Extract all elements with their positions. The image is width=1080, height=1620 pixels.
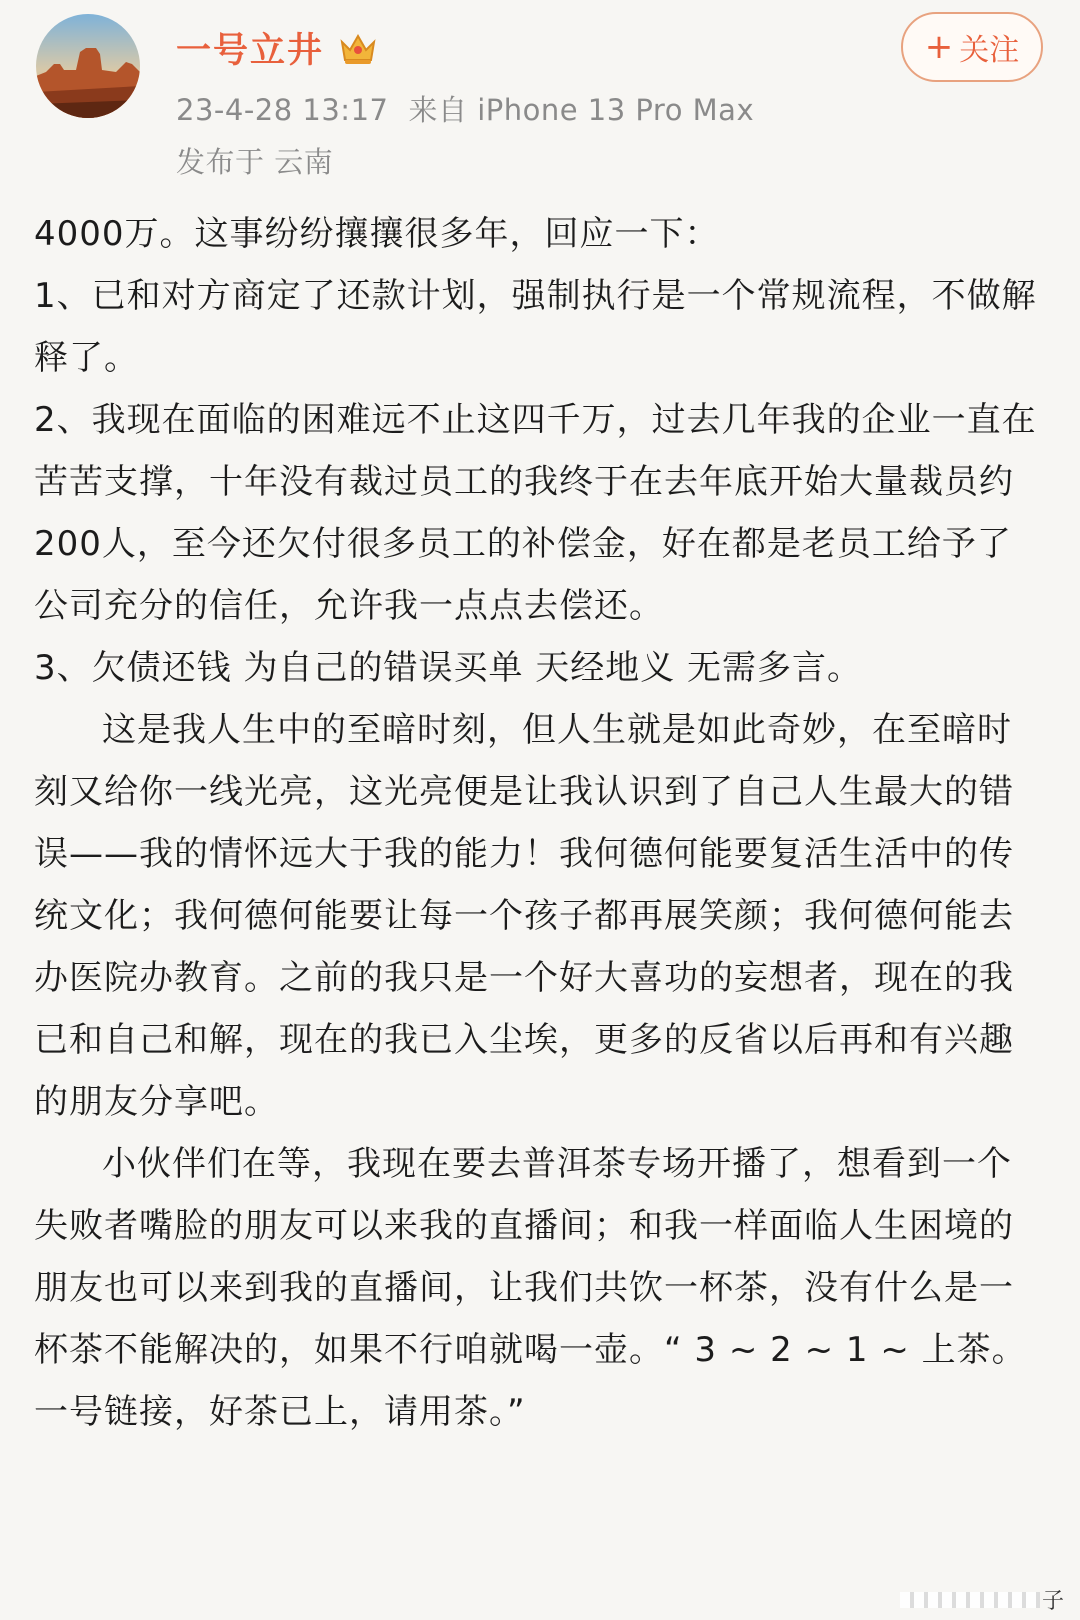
post-header	[0, 0, 1080, 190]
post-paragraph: 3、欠债还钱 为自己的错误买单 天经地义 无需多言。	[34, 648, 863, 688]
post-meta	[176, 88, 754, 129]
post-source: 来自 iPhone 13 Pro Max	[408, 93, 755, 127]
post-location: 发布于 云南	[176, 145, 334, 179]
post-paragraph: 1、已和对方商定了还款计划，强制执行是一个常规流程，不做解释了。	[34, 276, 1037, 378]
watermark-bar	[900, 1592, 1040, 1608]
plus-icon: +	[924, 27, 954, 67]
username[interactable]: 一号立井	[176, 31, 325, 71]
post-paragraph: 这是我人生中的至暗时刻，但人生就是如此奇妙，在至暗时刻又给你一线光亮，这光亮便是让我认识到了自己人生最大的错误——我的情怀远大于我的能力！我何德何能要复活生活中的传统文化；我何德何能要让每一个孩子都再展笑颜；我何德何能去办医院办教育。之前的我只是一个好大喜功的妄想者，现在的我已和自己和解，现在的我已入尘埃，更多的反省以后再和有兴趣的朋友分享吧。	[34, 710, 1014, 1122]
post-paragraph: 4000万。这事纷纷攘攘很多年，回应一下：	[34, 214, 720, 254]
post-paragraph: 小伙伴们在等，我现在要去普洱茶专场开播了，想看到一个失败者嘴脸的朋友可以来我的直播间；和我一样面临人生困境的朋友也可以来到我的直播间，让我们共饮一杯茶，没有什么是一杯茶不能解决的，如果不行咱就喝一壶。“ 3 ~ 2 ~ 1 ~ 上茶。一号链接，好茶已上，请用茶。”	[34, 1144, 1027, 1432]
post-body	[34, 203, 1044, 1443]
post-time: 23-4-28 13:17	[176, 93, 389, 127]
watermark-char: 子	[1042, 1589, 1065, 1614]
username-row	[176, 22, 378, 74]
follow-button-label: 关注	[959, 33, 1020, 68]
post-paragraph: 2、我现在面临的困难远不止这四千万，过去几年我的企业一直在苦苦支撑，十年没有裁过员工的我终于在去年底开始大量裁员约200人，至今还欠付很多员工的补偿金，好在都是老员工给予了公司充分的信任，允许我一点点去偿还。	[34, 400, 1037, 626]
crown-icon	[338, 30, 378, 66]
follow-button[interactable]	[901, 12, 1043, 82]
user-avatar[interactable]	[36, 14, 140, 118]
desert-landscape-avatar-icon	[36, 14, 140, 118]
watermark	[900, 1586, 1065, 1616]
